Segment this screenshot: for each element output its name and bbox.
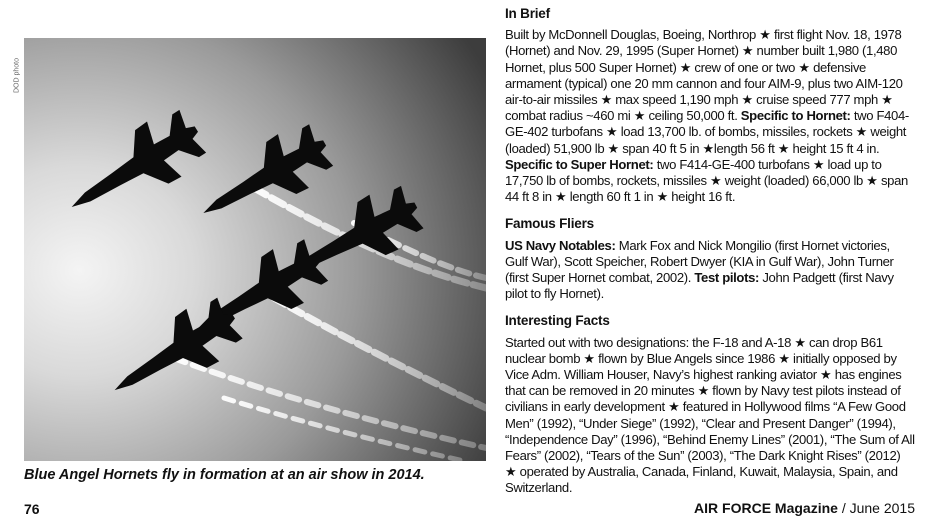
navy-notables-label: US Navy Notables: — [505, 237, 616, 253]
magazine-footer — [694, 500, 915, 516]
super-hornet-specs: two F414-GE-400 turbofans ★ load up to 17,750 lb of bombs, rockets, missiles ★ weight (loaded) 66,000 lb ★ span 44 ft 8 in ★ length 60 ft 1 in ★ height 16 ft. — [505, 156, 908, 205]
test-pilots-label: Test pilots: — [694, 270, 760, 286]
in-brief-general: Built by McDonnell Douglas, Boeing, Northrop ★ first flight Nov. 18, 1978 (Hornet) and Nov. 29, 1995 (Super Hornet) ★ number built 1,980 (1,480 Hornet, plus 500 Super Hornet) ★ crew of one or two ★ defensive armament (typical) one 20 mm cannon and four AIM-9, plus two AIM-120 air-to-air missiles ★ max speed 1,190 mph ★ cruise speed 777 mph ★ combat radius ~460 mi ★ ceiling 50,000 ft. — [505, 27, 903, 124]
famous-fliers-paragraph — [505, 238, 915, 303]
heading-interesting-facts: Interesting Facts — [505, 313, 610, 329]
test-pilots-text: John Padgett (first Navy pilot to fly Hornet). — [505, 270, 894, 302]
hornet-label: Specific to Hornet: — [740, 108, 851, 124]
hornet-specs: two F404-GE-402 turbofans ★ load 13,700 lb. of bombs, missiles, rockets ★ weight (loaded) 51,900 lb ★ span 40 ft 5 in ★length 56 ft ★ height 15 ft 4 in. — [505, 108, 909, 156]
magazine-name: AIR FORCE Magazine — [694, 500, 838, 516]
photo-caption: Blue Angel Hornets fly in formation at an air show in 2014. — [24, 467, 425, 483]
photo-credit — [11, 38, 21, 118]
navy-notables-text: Mark Fox and Nick Mongilio (first Hornet victories, Gulf War), Scott Speicher, Robert Dwyer (KIA in Gulf War), John Turner (first Super Hornet combat, 2002). — [505, 237, 894, 286]
jets-photo — [24, 38, 486, 461]
heading-famous-fliers: Famous Fliers — [505, 216, 594, 232]
interesting-facts-paragraph: Started out with two designations: the F-18 and A-18 ★ can drop B61 nuclear bomb ★ flown by Blue Angels since 1986 ★ initially opposed by Vice Adm. William Houser, Navy’s highest ranking aviator ★ has engines that can be removed in 20 minutes ★ flown by Navy test pilots instead of civilians in early development ★ featured in Hollywood films “A Few Good Men” (1992), “Under Siege” (1992), “Clear and Present Danger” (1994), “Independence Day” (1996), “Behind Enemy Lines” (2001), “The Sum of All Fears” (2002), “Tears of the Sun” (2003), “The Dark Knight Rises” (2012) ★ operated by Australia, Canada, Finland, Kuwait, Malaysia, Spain, and Switzerland. — [505, 334, 915, 496]
in-brief-paragraph — [505, 27, 915, 205]
article-text-column — [505, 6, 915, 508]
photo-credit-text: DOD photo — [13, 57, 21, 94]
super-hornet-label: Specific to Super Hornet: — [505, 156, 654, 172]
issue-date: / June 2015 — [837, 500, 915, 516]
page-number: 76 — [24, 501, 40, 517]
heading-in-brief: In Brief — [505, 6, 550, 21]
